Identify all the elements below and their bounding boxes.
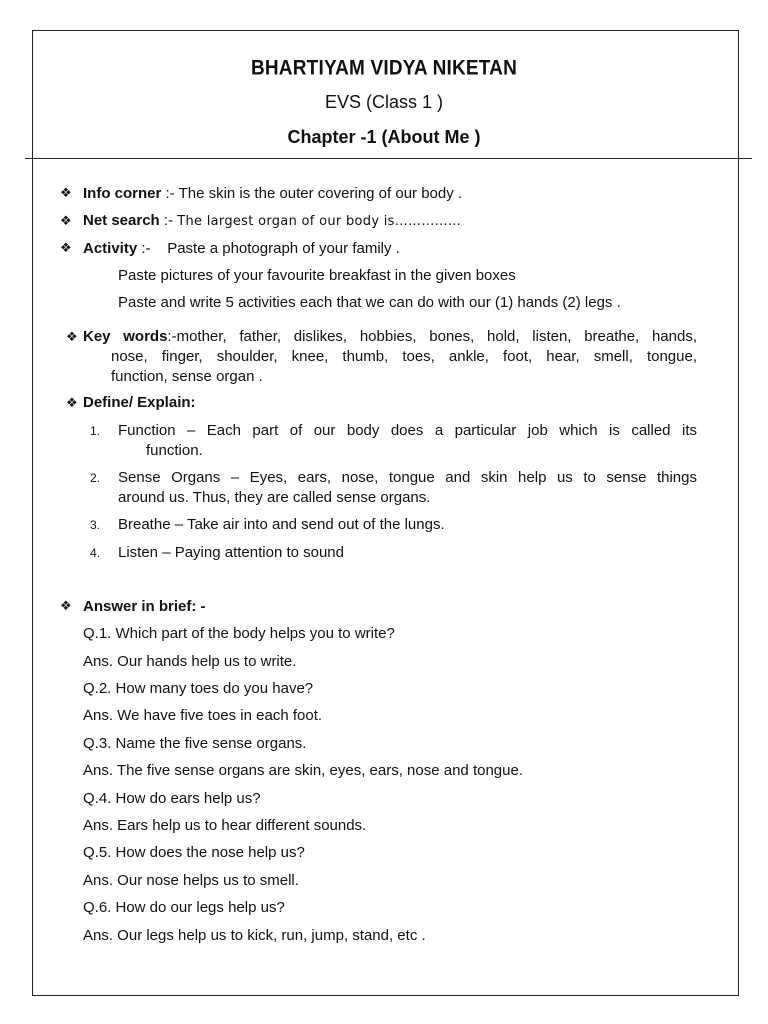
bullet-icon: ❖ [66,395,78,410]
activity-label: Activity [83,240,138,257]
info-corner-label: Info corner [83,185,162,202]
chapter-title: Chapter -1 (About Me ) [287,127,481,147]
answer-line: Ans. Our nose helps us to smell. [83,872,299,889]
question-line: Q.6. How do our legs help us? [83,899,285,916]
keywords-text: :-mother, father, dislikes, hobbies, bones, hold, listen, breathe, hands, [167,328,697,345]
keywords-line [83,327,697,347]
bullet-icon: ❖ [60,213,72,228]
keywords-label: Key words [83,328,168,345]
question-line: Q.5. How does the nose help us? [83,844,305,861]
keywords-line: function, sense organ . [111,368,263,385]
info-corner [83,184,462,204]
define-item-text: Breathe – Take air into and send out of the lungs. [118,516,445,533]
activity-extra-line: Paste pictures of your favourite breakfast in the given boxes [118,267,516,284]
info-corner-separator: :- [161,185,179,202]
answer-heading: Answer in brief: - [83,598,206,615]
question-line: Q.4. How do ears help us? [83,790,261,807]
answer-line: Ans. We have five toes in each foot. [83,707,323,724]
header-divider [25,158,752,159]
activity-separator: :- [137,240,168,257]
answer-line: Ans. The five sense organs are skin, eyes, ears, nose and tongue. [83,762,523,779]
activity-text: Paste a photograph of your family . [167,240,400,257]
bullet-icon: ❖ [66,329,78,344]
school-name: BHARTIYAM VIDYA NIKETAN [250,56,518,80]
bullet-icon: ❖ [60,185,72,200]
info-corner-text: The skin is the outer covering of our body . [178,185,463,202]
keywords-line: nose, finger, shoulder, knee, thumb, toes, ankle, foot, hear, smell, tongue, [111,348,697,365]
define-item-text: Listen – Paying attention to sound [118,544,344,561]
net-search-label: Net search [83,212,160,229]
question-line: Q.3. Name the five sense organs. [83,735,307,752]
answer-line: Ans. Ears help us to hear different sounds. [83,817,367,834]
question-line: Q.1. Which part of the body helps you to write? [83,625,395,642]
define-item-text: Sense Organs – Eyes, ears, nose, tongue and skin help us to sense things [118,469,697,486]
define-heading: Define/ Explain: [83,394,196,411]
net-search-text: The largest organ of our body is…………… [177,214,462,229]
net-search [83,211,461,232]
define-item-number: 2. [90,471,101,485]
bullet-icon: ❖ [60,598,72,613]
define-item-text: around us. Thus, they are called sense organs. [118,489,431,506]
question-line: Q.2. How many toes do you have? [83,680,314,697]
bullet-icon: ❖ [60,240,72,255]
define-item-number: 3. [90,518,101,532]
define-item-number: 4. [90,546,101,560]
answer-line: Ans. Our hands help us to write. [83,653,297,670]
define-item-text: Function – Each part of our body does a particular job which is called its [118,422,697,439]
activity-extra-line: Paste and write 5 activities each that we can do with our (1) hands (2) legs . [118,294,621,311]
define-item-number: 1. [90,424,101,438]
define-item-text: function. [146,442,203,459]
subject-title: EVS (Class 1 ) [324,92,444,112]
answer-line: Ans. Our legs help us to kick, run, jump, stand, etc . [83,927,426,944]
activity [83,239,400,259]
net-search-separator: :- [159,212,178,229]
